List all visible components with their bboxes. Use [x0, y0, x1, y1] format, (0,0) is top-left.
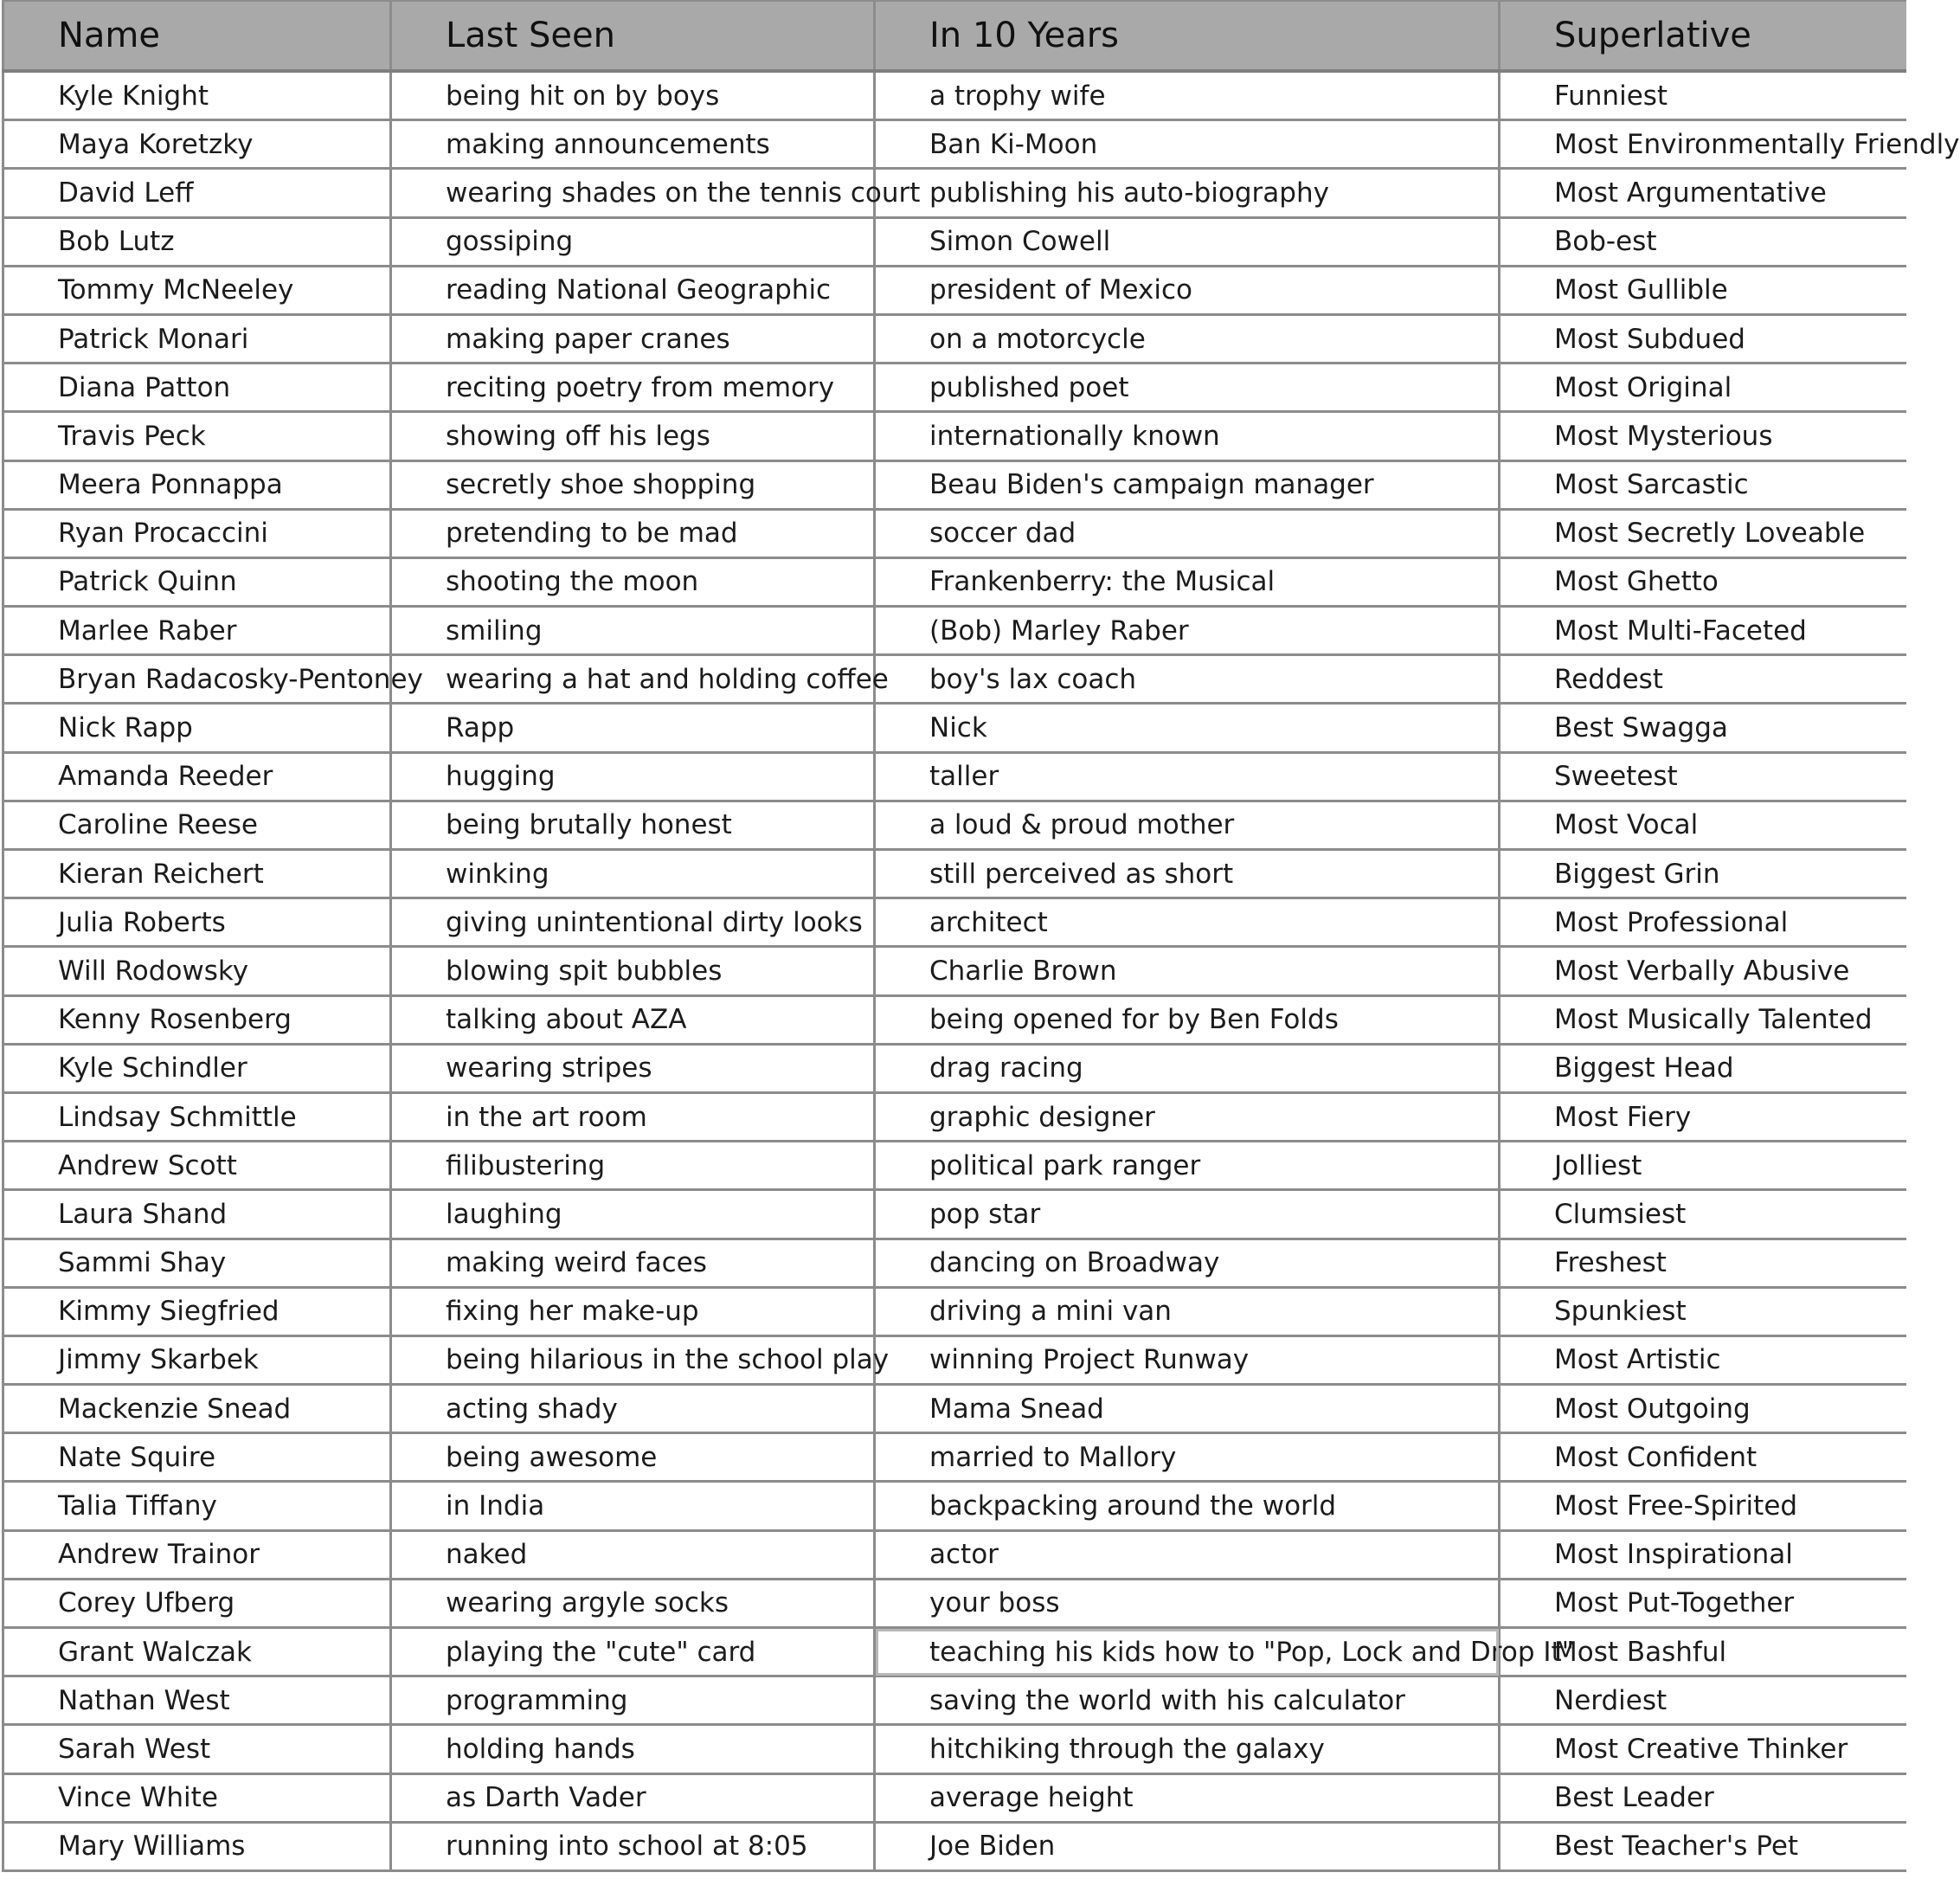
cell-superlative[interactable]: Most Artistic [1500, 1335, 1906, 1384]
cell-superlative[interactable]: Most Environmentally Friendly [1500, 120, 1906, 169]
cell-last-seen[interactable]: secretly shoe shopping [391, 460, 875, 509]
cell-last-seen[interactable]: shooting the moon [391, 557, 875, 606]
cell-name[interactable]: Bob Lutz [3, 217, 391, 266]
cell-superlative[interactable]: Most Free-Spirited [1500, 1482, 1906, 1530]
cell-superlative[interactable]: Most Fiery [1500, 1092, 1906, 1141]
cell-last-seen[interactable]: naked [391, 1530, 875, 1579]
cell-name[interactable]: Laura Shand [3, 1190, 391, 1239]
cell-in-10-years[interactable]: hitchiking through the galaxy [875, 1725, 1500, 1773]
cell-in-10-years[interactable]: internationally known [875, 412, 1500, 460]
table-row [3, 1628, 1906, 1676]
cell-in-10-years[interactable]: taller [875, 752, 1500, 801]
cell-in-10-years[interactable]: a trophy wife [875, 71, 1500, 120]
cell-name[interactable]: Andrew Scott [3, 1142, 391, 1190]
cell-in-10-years[interactable]: winning Project Runway [875, 1335, 1500, 1384]
cell-superlative[interactable]: Most Musically Talented [1500, 995, 1906, 1044]
cell-in-10-years[interactable]: your boss [875, 1579, 1500, 1627]
cell-name[interactable]: Marlee Raber [3, 607, 391, 655]
cell-superlative[interactable]: Best Leader [1500, 1773, 1906, 1822]
cell-superlative[interactable]: Most Original [1500, 364, 1906, 412]
column-header-name[interactable]: Name [3, 1, 391, 71]
cell-superlative[interactable]: Jolliest [1500, 1142, 1906, 1190]
cell-in-10-years[interactable]: Ban Ki-Moon [875, 120, 1500, 169]
cell-in-10-years[interactable]: backpacking around the world [875, 1482, 1500, 1530]
cell-name[interactable]: Travis Peck [3, 412, 391, 460]
cell-last-seen[interactable]: in the art room [391, 1092, 875, 1141]
table-row [3, 1190, 1906, 1239]
cell-name[interactable]: Nick Rapp [3, 704, 391, 752]
header-row [3, 1, 1906, 71]
cell-in-10-years[interactable]: pop star [875, 1190, 1500, 1239]
cell-superlative[interactable]: Most Ghetto [1500, 557, 1906, 606]
cell-last-seen[interactable]: giving unintentional dirty looks [391, 898, 875, 947]
cell-name[interactable]: Talia Tiffany [3, 1482, 391, 1530]
table-row [3, 1044, 1906, 1092]
cell-name[interactable]: Sammi Shay [3, 1239, 391, 1287]
cell-superlative[interactable]: Most Secretly Loveable [1500, 509, 1906, 557]
table-row [3, 1335, 1906, 1384]
cell-in-10-years[interactable]: Frankenberry: the Musical [875, 557, 1500, 606]
cell-name[interactable]: Jimmy Skarbek [3, 1335, 391, 1384]
cell-superlative[interactable]: Best Swagga [1500, 704, 1906, 752]
table-row [3, 752, 1906, 801]
cell-in-10-years[interactable]: average height [875, 1773, 1500, 1822]
table-row [3, 995, 1906, 1044]
table-row [3, 1579, 1906, 1627]
cell-in-10-years[interactable]: dancing on Broadway [875, 1239, 1500, 1287]
cell-name[interactable]: Kenny Rosenberg [3, 995, 391, 1044]
cell-superlative[interactable]: Most Subdued [1500, 314, 1906, 363]
cell-in-10-years[interactable]: married to Mallory [875, 1433, 1500, 1482]
cell-name[interactable]: Andrew Trainor [3, 1530, 391, 1579]
cell-superlative[interactable]: Most Creative Thinker [1500, 1725, 1906, 1773]
table-row [3, 1482, 1906, 1530]
table-row [3, 460, 1906, 509]
cell-name[interactable]: Ryan Procaccini [3, 509, 391, 557]
cell-superlative[interactable]: Most Outgoing [1500, 1385, 1906, 1433]
table-row [3, 655, 1906, 704]
cell-in-10-years[interactable]: Beau Biden's campaign manager [875, 460, 1500, 509]
cell-superlative[interactable]: Reddest [1500, 655, 1906, 704]
cell-last-seen[interactable]: making weird faces [391, 1239, 875, 1287]
cell-name[interactable]: Mackenzie Snead [3, 1385, 391, 1433]
cell-name[interactable]: Vince White [3, 1773, 391, 1822]
table-row [3, 1773, 1906, 1822]
table-row [3, 557, 1906, 606]
cell-superlative[interactable]: Sweetest [1500, 752, 1906, 801]
cell-superlative[interactable]: Most Mysterious [1500, 412, 1906, 460]
cell-last-seen[interactable]: smiling [391, 607, 875, 655]
cell-superlative[interactable]: Biggest Head [1500, 1044, 1906, 1092]
cell-last-seen[interactable]: talking about AZA [391, 995, 875, 1044]
table-row [3, 1822, 1906, 1870]
column-header-superlative[interactable]: Superlative [1500, 1, 1906, 71]
table-row [3, 898, 1906, 947]
cell-last-seen[interactable]: reciting poetry from memory [391, 364, 875, 412]
table-row [3, 1676, 1906, 1725]
table-row [3, 217, 1906, 266]
cell-name[interactable]: Will Rodowsky [3, 947, 391, 995]
cell-name[interactable]: Kieran Reichert [3, 850, 391, 898]
cell-in-10-years[interactable]: actor [875, 1530, 1500, 1579]
cell-last-seen[interactable]: running into school at 8:05 [391, 1822, 875, 1870]
cell-in-10-years[interactable]: being opened for by Ben Folds [875, 995, 1500, 1044]
cell-in-10-years[interactable]: driving a mini van [875, 1287, 1500, 1335]
cell-last-seen[interactable]: making paper cranes [391, 314, 875, 363]
table-row [3, 607, 1906, 655]
cell-superlative[interactable]: Most Gullible [1500, 266, 1906, 314]
cell-superlative[interactable]: Most Professional [1500, 898, 1906, 947]
cell-last-seen[interactable]: making announcements [391, 120, 875, 169]
cell-name[interactable]: Patrick Monari [3, 314, 391, 363]
cell-name[interactable]: Mary Williams [3, 1822, 391, 1870]
cell-name[interactable]: David Leff [3, 169, 391, 217]
cell-superlative[interactable]: Most Vocal [1500, 801, 1906, 849]
table-row [3, 120, 1906, 169]
cell-last-seen[interactable]: holding hands [391, 1725, 875, 1773]
cell-last-seen[interactable]: being awesome [391, 1433, 875, 1482]
cell-last-seen[interactable]: wearing stripes [391, 1044, 875, 1092]
table-row [3, 71, 1906, 120]
table-row [3, 1287, 1906, 1335]
cell-last-seen[interactable]: winking [391, 850, 875, 898]
cell-in-10-years[interactable]: saving the world with his calculator [875, 1676, 1500, 1725]
cell-superlative[interactable]: Most Argumentative [1500, 169, 1906, 217]
cell-in-10-years[interactable]: a loud & proud mother [875, 801, 1500, 849]
cell-last-seen[interactable]: showing off his legs [391, 412, 875, 460]
table-row [3, 1142, 1906, 1190]
cell-superlative[interactable]: Bob-est [1500, 217, 1906, 266]
cell-last-seen[interactable]: being hit on by boys [391, 71, 875, 120]
cell-name[interactable]: Tommy McNeeley [3, 266, 391, 314]
cell-in-10-years[interactable]: Mama Snead [875, 1385, 1500, 1433]
cell-name[interactable]: Kyle Schindler [3, 1044, 391, 1092]
cell-superlative[interactable]: Freshest [1500, 1239, 1906, 1287]
cell-name[interactable]: Nate Squire [3, 1433, 391, 1482]
cell-last-seen[interactable]: fixing her make-up [391, 1287, 875, 1335]
table-row [3, 266, 1906, 314]
cell-last-seen[interactable]: hugging [391, 752, 875, 801]
table-row [3, 1385, 1906, 1433]
column-header-last-seen[interactable]: Last Seen [391, 1, 875, 71]
cell-superlative[interactable]: Best Teacher's Pet [1500, 1822, 1906, 1870]
superlatives-table [2, 0, 1960, 1872]
cell-superlative[interactable]: Clumsiest [1500, 1190, 1906, 1239]
cell-in-10-years[interactable]: still perceived as short [875, 850, 1500, 898]
cell-superlative[interactable]: Most Confident [1500, 1433, 1906, 1482]
cell-last-seen[interactable]: programming [391, 1676, 875, 1725]
cell-last-seen[interactable]: filibustering [391, 1142, 875, 1190]
cell-in-10-years[interactable]: published poet [875, 364, 1500, 412]
table-row [3, 169, 1906, 217]
cell-in-10-years[interactable]: graphic designer [875, 1092, 1500, 1141]
table-row [3, 947, 1906, 995]
cell-name[interactable]: Corey Ufberg [3, 1579, 391, 1627]
cell-name[interactable]: Bryan Radacosky-Pentoney [3, 655, 391, 704]
table-row [3, 509, 1906, 557]
cell-superlative[interactable]: Most Put-Together [1500, 1579, 1906, 1627]
cell-last-seen[interactable]: gossiping [391, 217, 875, 266]
table-header [3, 1, 1906, 71]
cell-last-seen[interactable]: acting shady [391, 1385, 875, 1433]
cell-name[interactable]: Julia Roberts [3, 898, 391, 947]
cell-in-10-years[interactable]: architect [875, 898, 1500, 947]
cell-in-10-years[interactable]: Simon Cowell [875, 217, 1500, 266]
cell-name[interactable]: Caroline Reese [3, 801, 391, 849]
table-row [3, 1433, 1906, 1482]
cell-last-seen[interactable]: being hilarious in the school play [391, 1335, 875, 1384]
cell-name[interactable]: Patrick Quinn [3, 557, 391, 606]
cell-name[interactable]: Amanda Reeder [3, 752, 391, 801]
cell-name[interactable]: Grant Walczak [3, 1628, 391, 1676]
table-row [3, 801, 1906, 849]
cell-last-seen[interactable]: being brutally honest [391, 801, 875, 849]
table-row [3, 412, 1906, 460]
cell-last-seen[interactable]: blowing spit bubbles [391, 947, 875, 995]
cell-last-seen[interactable]: Rapp [391, 704, 875, 752]
table-row [3, 1530, 1906, 1579]
column-header-in-10-years[interactable]: In 10 Years [875, 1, 1500, 71]
table-body [3, 71, 1960, 1870]
cell-name[interactable]: Lindsay Schmittle [3, 1092, 391, 1141]
cell-name[interactable]: Maya Koretzky [3, 120, 391, 169]
cell-superlative[interactable]: Most Verbally Abusive [1500, 947, 1906, 995]
cell-name[interactable]: Sarah West [3, 1725, 391, 1773]
cell-in-10-years[interactable]: boy's lax coach [875, 655, 1500, 704]
cell-in-10-years[interactable]: soccer dad [875, 509, 1500, 557]
cell-in-10-years[interactable]: (Bob) Marley Raber [875, 607, 1500, 655]
table-row [3, 364, 1906, 412]
table-row [3, 704, 1906, 752]
cell-name[interactable]: Nathan West [3, 1676, 391, 1725]
cell-in-10-years[interactable]: publishing his auto-biography [875, 169, 1500, 217]
cell-superlative[interactable]: Most Multi-Faceted [1500, 607, 1906, 655]
cell-superlative[interactable]: Most Sarcastic [1500, 460, 1906, 509]
cell-name[interactable]: Meera Ponnappa [3, 460, 391, 509]
cell-superlative[interactable]: Most Bashful [1500, 1628, 1906, 1676]
table-row [3, 1725, 1906, 1773]
table-row [3, 314, 1906, 363]
cell-in-10-years[interactable]: teaching his kids how to "Pop, Lock and Drop It" [875, 1628, 1500, 1676]
cell-in-10-years[interactable]: Joe Biden [875, 1822, 1500, 1870]
table-row [3, 1239, 1906, 1287]
cell-name[interactable]: Kimmy Siegfried [3, 1287, 391, 1335]
cell-superlative[interactable]: Funniest [1500, 71, 1906, 120]
cell-superlative[interactable]: Spunkiest [1500, 1287, 1906, 1335]
cell-superlative[interactable]: Biggest Grin [1500, 850, 1906, 898]
cell-superlative[interactable]: Most Inspirational [1500, 1530, 1906, 1579]
cell-last-seen[interactable]: wearing shades on the tennis court [391, 169, 875, 217]
cell-in-10-years[interactable]: drag racing [875, 1044, 1500, 1092]
cell-last-seen[interactable]: wearing a hat and holding coffee [391, 655, 875, 704]
cell-last-seen[interactable]: reading National Geographic [391, 266, 875, 314]
table-row [3, 1092, 1906, 1141]
cell-last-seen[interactable]: as Darth Vader [391, 1773, 875, 1822]
cell-in-10-years[interactable]: Nick [875, 704, 1500, 752]
cell-superlative[interactable]: Nerdiest [1500, 1676, 1906, 1725]
cell-name[interactable]: Diana Patton [3, 364, 391, 412]
cell-in-10-years[interactable]: political park ranger [875, 1142, 1500, 1190]
cell-name[interactable]: Kyle Knight [3, 71, 391, 120]
cell-last-seen[interactable]: playing the "cute" card [391, 1628, 875, 1676]
cell-last-seen[interactable]: in India [391, 1482, 875, 1530]
cell-in-10-years[interactable]: Charlie Brown [875, 947, 1500, 995]
cell-last-seen[interactable]: wearing argyle socks [391, 1579, 875, 1627]
cell-last-seen[interactable]: pretending to be mad [391, 509, 875, 557]
cell-in-10-years[interactable]: president of Mexico [875, 266, 1500, 314]
cell-last-seen[interactable]: laughing [391, 1190, 875, 1239]
table-row [3, 850, 1906, 898]
cell-in-10-years[interactable]: on a motorcycle [875, 314, 1500, 363]
